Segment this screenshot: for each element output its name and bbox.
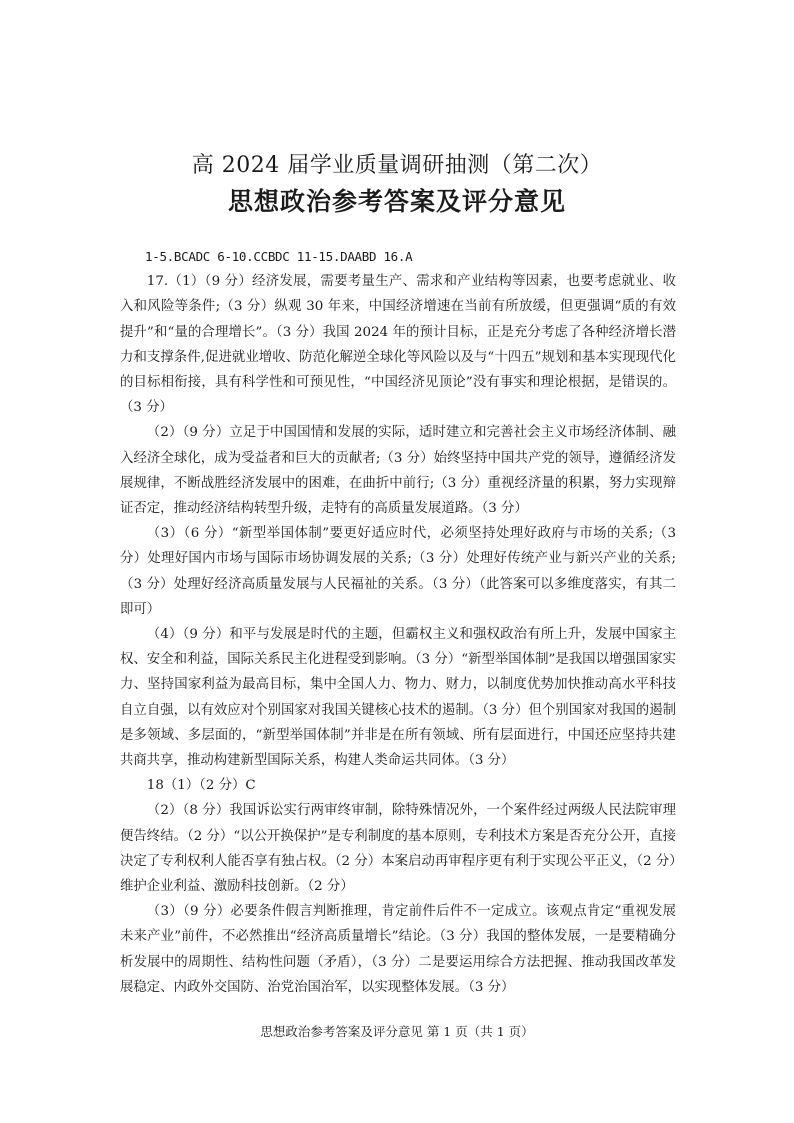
- q17-part3: （3）（6 分）“新型举国体制”要更好适应时代，必须坚持处理好政府与市场的关系;（3 分）处理好国内市场与国际市场协调发展的关系;（3 分）处理好传统产业与新兴产业的关系;（3 分）处理好经济高质量发展与人民福祉的关系。（3 分）（此答案可以多维度落实，有其二即可）: [120, 526, 676, 617]
- document-title-line2: 思想政治参考答案及评分意见: [227, 187, 566, 216]
- q17-part4: （4）（9 分）和平与发展是时代的主题，但霸权主义和强权政治有所上升，发展中国家主权、安全和利益，国际关系民主化进程受到影响。（3 分）“新型举国体制”是我国以增强国家实力、坚持国家利益为最高目标，集中全国人力、物力、财力，以制度优势加快推动高水平科技自立自强，以有效应对个别国家对我国关键核心技术的遏制。（3 分）但个别国家对我国的遏制是多领域、多层面的，“新型举国体制”并非是在所有领域、所有层面进行，中国还应坚持共建共商共享，推动构建新型国际关系，构建人类命运共同体。（3 分）: [120, 627, 676, 769]
- page-footer: 思想政治参考答案及评分意见 第 1 页（共 1 页）: [260, 1024, 534, 1039]
- q17-part1: 17.（1）（9 分）经济发展，需要考量生产、需求和产业结构等因素，也要考虑就业、收入和风险等条件;（3 分）纵观 30 年来，中国经济增速在当前有所放缓，但更强调“质的有效提升”和“量的合理增长”。（3 分）我国 2024 年的预计目标，正是充分考虑了各种经济增长潜力和支撑条件,促进就业增收、防范化解逆全球化等风险以及与“十四五”规划和基本实现现代化的目标相衔接，具有科学性和可预见性，“中国经济见顶论”没有事实和理论根据，是错误的。（3 分）: [120, 274, 676, 416]
- q18-part3: （3）（9 分）必要条件假言判断推理，肯定前件后件不一定成立。该观点肯定“重视发展未来产业”前件，不必然推出“经济高质量增长”结论。（3 分）我国的整体发展，一是要精确分析发展中的周期性、结构性问题（矛盾），（3 分）二是要运用综合方法把握、推动我国改革发展稳定、内政外交国防、治党治国治军，以实现整体发展。（3 分）: [120, 904, 676, 995]
- document-title-line1: 高 2024 届学业质量调研抽测（第二次）: [191, 153, 603, 178]
- q18-part2: （2）（8 分）我国诉讼实行两审终审制，除特殊情况外，一个案件经过两级人民法院审理便告终结。（2 分）“以公开换保护”是专利制度的基本原则，专利技术方案是否充分公开，直接决定了专利权利人能否享有独占权。（2 分）本案启动再审程序更有利于实现公平正义，（2 分）维护企业利益、激励科技创新。（2 分）: [120, 803, 676, 895]
- q18-part1: 18（1）（2 分）C: [146, 778, 256, 794]
- q17-part2: （2）（9 分）立足于中国国情和发展的实际，适时建立和完善社会主义市场经济体制、融入经济全球化，成为受益者和巨大的贡献者;（3 分）始终坚持中国共产党的领导，遵循经济发展规律，不断战胜经济发展中的困难，在曲折中前行;（3 分）重视经济量的积累，努力实现辩证否定，推动经济结构转型升级，走特有的高质量发展道路。（3 分）: [120, 425, 676, 517]
- answer-content: [120, 244, 676, 1000]
- choice-answers: 1-5.BCADC 6-10.CCBDC 11-15.DAABD 16.A: [145, 249, 413, 264]
